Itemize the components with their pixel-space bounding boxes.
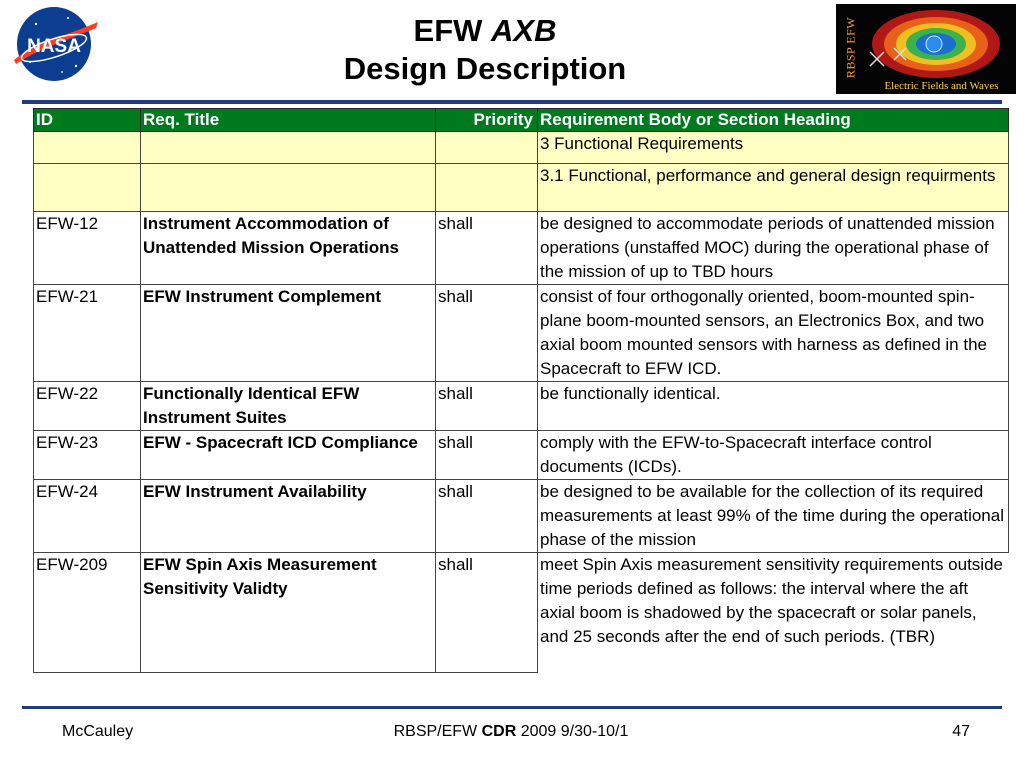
cell-id: EFW-12 [34,212,141,285]
cell-req-title: EFW Spin Axis Measurement Sensitivity Validty [141,553,436,673]
cell-req-title: EFW Instrument Availability [141,480,436,553]
cell-id: EFW-22 [34,382,141,431]
footer-project: RBSP/EFW [393,723,478,740]
table-row [34,212,1009,285]
cell-priority: shall [436,431,538,480]
svg-text:NASA: NASA [27,36,81,57]
cell-id [34,132,141,164]
cell-req-title [141,164,436,212]
cell-requirement-body: comply with the EFW-to-Spacecraft interface control documents (ICDs). [538,431,1009,480]
cell-requirement-body: be functionally identical. [538,382,1009,431]
cell-req-title [141,132,436,164]
cell-priority [436,132,538,164]
cell-requirement-body: be designed to be available for the collection of its required measurements at least 99% of the time during the operational phase of the mission [538,480,1009,553]
column-header-requirement-body: Requirement Body or Section Heading [538,109,1009,132]
cell-id: EFW-24 [34,480,141,553]
footer-event [346,722,676,742]
cell-req-title: Functionally Identical EFW Instrument Suites [141,382,436,431]
footer-divider [22,706,1002,709]
nasa-logo [6,2,102,86]
cell-priority [436,164,538,212]
column-header-req-title: Req. Title [141,109,436,132]
cell-priority: shall [436,553,538,673]
cell-requirement-body: 3.1 Functional, performance and general design requirments [538,164,1009,212]
rbsp-logo-vertical-text: RBSP EFW [843,16,858,79]
rbsp-logo-subtitle: Electric Fields and Waves [884,80,999,92]
cell-requirement-body: 3 Functional Requirements [538,132,1009,164]
cell-id: EFW-23 [34,431,141,480]
table-row [34,553,1009,673]
footer-date: 2009 9/30-10/1 [520,723,629,740]
table-row [34,382,1009,431]
cell-priority: shall [436,480,538,553]
cell-req-title: Instrument Accommodation of Unattended Mission Operations [141,212,436,285]
cell-requirement-body: be designed to accommodate periods of unattended mission operations (unstaffed MOC) during the operational phase of the mission of up to TBD hours [538,212,1009,285]
title-efw: EFW [413,13,483,48]
slide-title [260,12,710,88]
cell-requirement-body: consist of four orthogonally oriented, boom-mounted spin-plane boom-mounted sensors, an Electronics Box, and two axial boom mounted sensors with harness as defined in the Spacecraft to EFW ICD. [538,285,1009,382]
column-header-priority: Priority [436,109,538,132]
table-row [34,164,1009,212]
cell-id: EFW-209 [34,553,141,673]
table-header-row [34,109,1009,132]
title-axb: AXB [491,13,557,48]
header-divider [22,100,1002,104]
cell-priority: shall [436,212,538,285]
table-row [34,480,1009,553]
cell-requirement-body: meet Spin Axis measurement sensitivity requirements outside time periods defined as follows: the interval where the aft axial boom is shadowed by the spacecraft or solar panels, and 25 seconds after the end of such periods. (TBR) [538,553,1009,673]
footer-review: CDR [481,723,517,740]
table-row [34,431,1009,480]
column-header-id: ID [34,109,141,132]
cell-priority: shall [436,382,538,431]
cell-id: EFW-21 [34,285,141,382]
cell-id [34,164,141,212]
title-line-1 [260,12,710,50]
cell-req-title: EFW - Spacecraft ICD Compliance [141,431,436,480]
requirements-table [33,108,1009,673]
table-row [34,285,1009,382]
cell-req-title: EFW Instrument Complement [141,285,436,382]
table-row [34,132,1009,164]
footer-author: McCauley [62,723,134,740]
title-line-2: Design Description [343,51,627,86]
page-number: 47 [952,723,970,740]
rbsp-efw-logo [836,4,1016,94]
cell-priority: shall [436,285,538,382]
